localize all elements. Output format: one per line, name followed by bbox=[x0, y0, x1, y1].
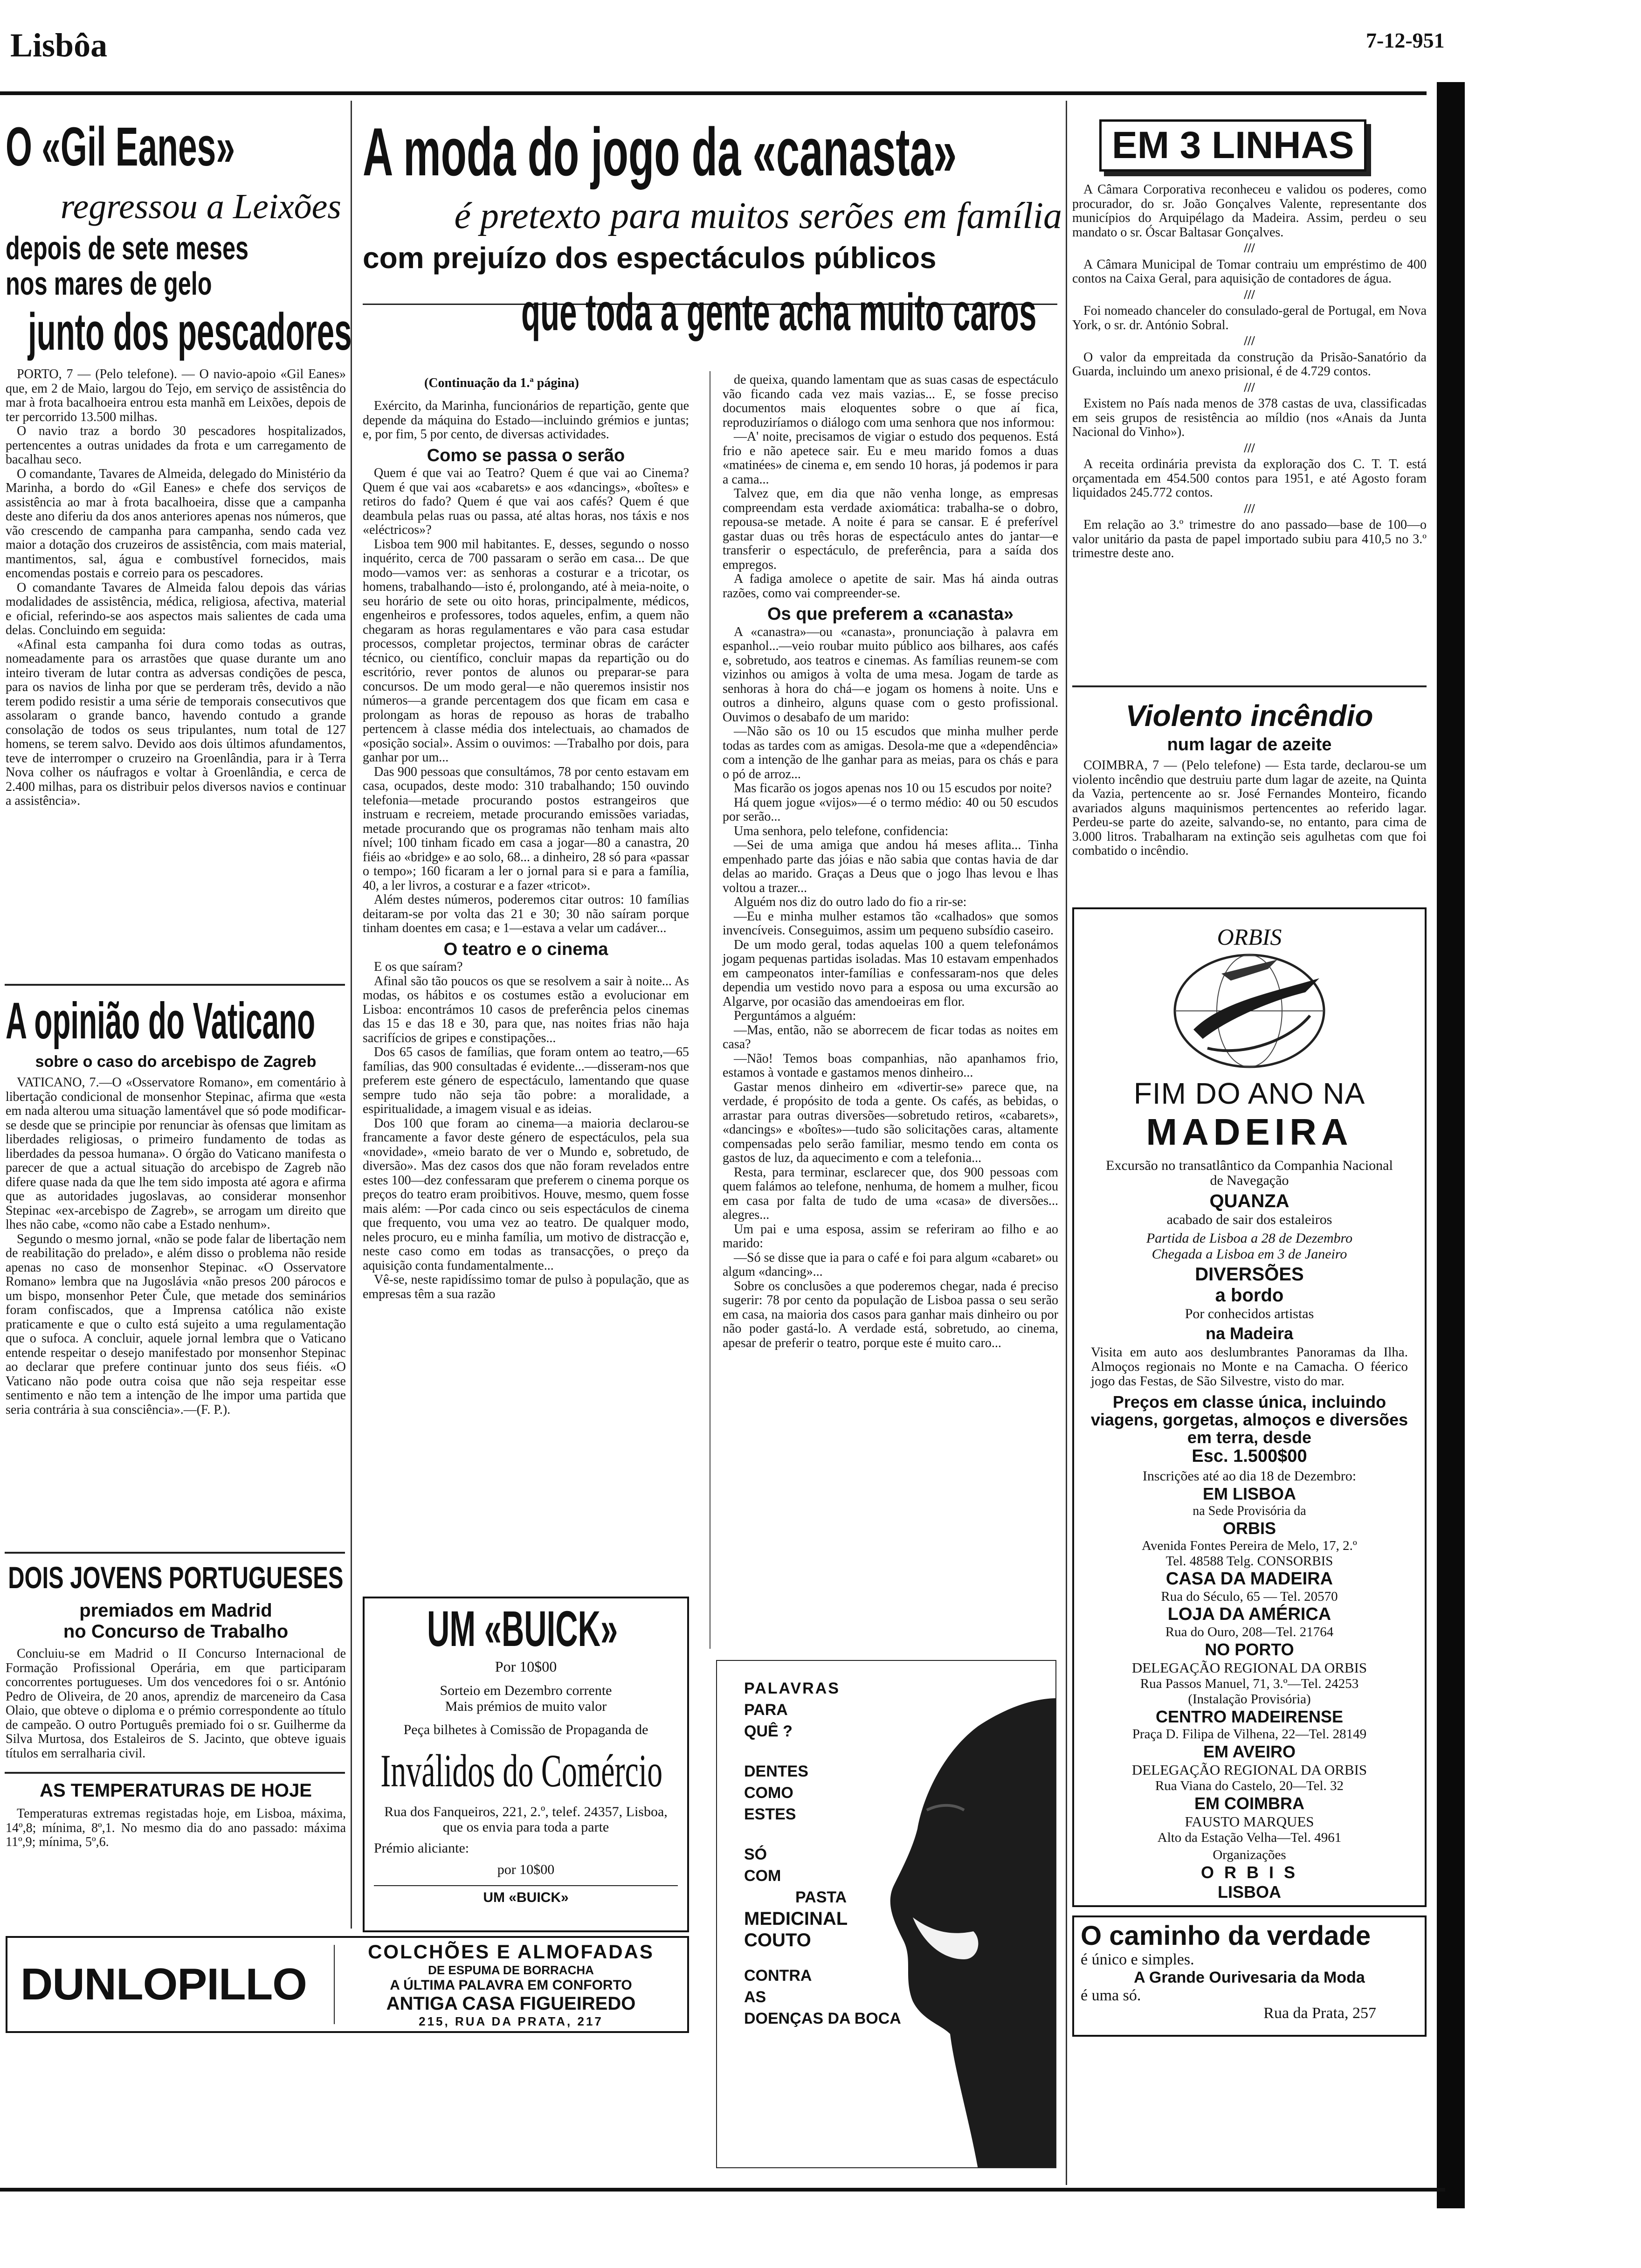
pasta-line: COM bbox=[744, 1867, 781, 1885]
gil-subtitle-1: regressou a Leixões bbox=[60, 187, 341, 226]
orbis-line: Chegada a Lisboa em 3 de Janeiro bbox=[1151, 1246, 1347, 1262]
linhas-section bbox=[1072, 107, 1427, 561]
orbis-heading: FIM DO ANO NA bbox=[1133, 1077, 1365, 1110]
buick-price: Por 10$00 bbox=[495, 1658, 557, 1675]
pasta-line: PALAVRAS bbox=[744, 1680, 840, 1697]
canasta-section-heading: O teatro e o cinema bbox=[443, 939, 608, 959]
pasta-line: COMO bbox=[744, 1784, 793, 1802]
linhas-list bbox=[1072, 183, 1427, 561]
canasta-section-heading: Os que preferem a «canasta» bbox=[767, 604, 1014, 624]
orbis-ship: QUANZA bbox=[1209, 1191, 1289, 1211]
bottom-rule bbox=[0, 2188, 1445, 2192]
jovens-article bbox=[6, 1560, 346, 1761]
caminho-line: é uma só. bbox=[1081, 1987, 1141, 2004]
linhas-separator: /// bbox=[1244, 241, 1255, 256]
vaticano-article bbox=[6, 993, 346, 1417]
linhas-item: A Câmara Corporativa reconheceu e validou os poderes, como procurador, do sr. João Gonçalves Valente, representante dos municípios do Arquipélago da Madeira. Assim, perdeu o seu mandato o sr. Óscar Baltasar Gonçalves. bbox=[1072, 182, 1427, 240]
linhas-item: Existem no País nada menos de 378 castas de uva, classificadas em seis grupos de resistência ao míldio (nos «Anais da Junta Nacional do Vinho»). bbox=[1072, 396, 1427, 439]
linhas-item: A receita ordinária prevista da exploração dos C. T. T. está orçamentada em 454.500 contos para 1951, e até Agosto foram liquidados 245.772 contos. bbox=[1072, 457, 1427, 500]
canasta-paragraph: E os que saíram? bbox=[374, 960, 463, 974]
canasta-paragraph: —Só se disse que ia para o café e foi para algum «cabaret» ou algum «dancing»... bbox=[723, 1250, 1058, 1279]
gil-subtitle-3: nos mares de gelo bbox=[6, 265, 212, 302]
temperaturas-title: AS TEMPERATURAS DE HOJE bbox=[40, 1780, 312, 1801]
buick-line: Mais prémios de muito valor bbox=[445, 1699, 607, 1714]
temperaturas-article bbox=[6, 1780, 346, 1850]
canasta-subtitle-1: é pretexto para muitos serões em família bbox=[454, 195, 1062, 236]
canasta-section-heading: Como se passa o serão bbox=[427, 445, 625, 465]
canasta-paragraph: de queixa, quando lamentam que as suas casas de espectáculo vão ficando cada vez mais vazias... E, se fosse preciso documentos mais eloquentes sobre o que aí fica, reproduziríamos o diálogo com uma senhora que nos informou: bbox=[723, 373, 1058, 430]
gil-paragraph: O comandante Tavares de Almeida falou depois das várias modalidades de assistência, médica, religiosa, afectiva, material e oficial, referindo-se aos aspectos mais salientes de cada uma delas. Concluindo em seguida: bbox=[6, 580, 346, 637]
vaticano-subtitle: sobre o caso do arcebispo de Zagreb bbox=[35, 1053, 317, 1071]
orbis-line: Organizações bbox=[1213, 1847, 1286, 1862]
canasta-paragraph: —Sei de uma amiga que andou há meses aflita... Tinha empenhado parte das jóias e não sabia que contas havia de dar delas ao marido. Graças a Deus que o jogo lhas levou e lhas voltou a trazer... bbox=[723, 838, 1058, 895]
orbis-location: CENTRO MADEIRENSE bbox=[1155, 1707, 1344, 1726]
canasta-paragraph: Exército, da Marinha, funcionários de repartição, gente que depende da máquina do Estado—incluindo grémios e juntas; e, por fim, 5 por cento, de diversas actividades. bbox=[363, 399, 689, 442]
gil-title: O «Gil Eanes» bbox=[6, 116, 235, 178]
pasta-line: ESTES bbox=[744, 1805, 796, 1823]
canasta-paragraph: A «canastra»—ou «canasta», pronunciação à palavra em espanhol...—veio roubar muito público aos bilhares, aos cafés e, sobretudo, aos teatros e cinemas. As famílias reunem-se com vizinhos ou amigos à volta de uma mesa. Jogam de tarde as senhoras à hora do chá—e jogam os homens à noite. Uns e outros a dinheiro, alguns quase com o gesto profissional. Ouvimos o desabafo de um marido: bbox=[723, 624, 1058, 725]
pasta-line: DENTES bbox=[744, 1763, 808, 1780]
right-border-bar bbox=[1437, 82, 1465, 2208]
orbis-line: Rua Passos Manuel, 71, 3.º—Tel. 24253 bbox=[1140, 1676, 1359, 1691]
pasta-line: PASTA bbox=[795, 1888, 847, 1906]
orbis-line: FAUSTO MARQUES bbox=[1185, 1813, 1314, 1830]
canasta-paragraph: Um pai e uma esposa, assim se referiram ao filho e ao marido: bbox=[723, 1222, 1058, 1251]
orbis-location: ORBIS bbox=[1222, 1519, 1276, 1538]
temperaturas-paragraph: Temperaturas extremas registadas hoje, em Lisboa, máxima, 14º,8; mínima, 8º,1. No mesmo dia do ano passado: máxima 11º,9; mínima, 5º,6. bbox=[6, 1806, 346, 1849]
caminho-line: Rua da Prata, 257 bbox=[1263, 2005, 1376, 2022]
canasta-paragraph: Além destes números, poderemos citar outros: 10 famílias deitaram-se por volta das 21 e 30; 30 não saíram porque tinham doentes em casa; e 1—estava a velar um cadáver... bbox=[363, 892, 689, 935]
caminho-title: O caminho da verdade bbox=[1081, 1921, 1371, 1951]
orbis-line: Avenida Fontes Pereira de Melo, 17, 2.º bbox=[1142, 1538, 1357, 1553]
divider bbox=[5, 1772, 345, 1774]
jovens-title: DOIS JOVENS PORTUGUESES bbox=[8, 1560, 344, 1595]
dunlopillo-brand: DUNLOPILLO bbox=[21, 1959, 307, 2009]
linhas-separator: /// bbox=[1244, 501, 1255, 516]
dunlopillo-line: DE ESPUMA DE BORRACHA bbox=[428, 1963, 594, 1977]
caminho-line: A Grande Ourivesaria da Moda bbox=[1134, 1969, 1365, 1986]
jovens-paragraph: Concluiu-se em Madrid o II Concurso Internacional de Formação Profissional Operária, em que participaram concorrentes portugueses. Um dos vencedores foi o sr. António Pedro de Oliveira, de 20 anos, aprendiz de marceneiro da Casa Olaio, que obteve o diploma e o prémio correspondente ao título de campeão. O outro Português premiado foi o sr. Guilherme da Silva Murtosa, dos Estaleiros de S. Jacinto, que obteve iguais títulos em serralharia civil. bbox=[6, 1646, 346, 1761]
incendio-paragraph: COIMBRA, 7 — (Pelo telefone) — Esta tarde, declarou-se um violento incêndio que destruiu parte dum lagar de azeite, na Quinta da Vazia, pertencente ao sr. José Fernandes Monteiro, ficando avariados alguns maquinismos pertencentes ao referido lagar. Perdeu-se parte do azeite, salvando-se, no entanto, para cima de 3.000 litros. Trabalharam na extinção seis agulhetas com que foi combatido o incêndio. bbox=[1072, 758, 1427, 858]
dunlopillo-line: A ÚLTIMA PALAVRA EM CONFORTO bbox=[390, 1977, 632, 1993]
canasta-paragraph: Dos 65 casos de famílias, que foram ontem ao teatro,—65 famílias, das 900 consultadas é evidente...—disseram-nos que preferem este género de espectáculo, lamentando que quase sempre tudo não seja tão pobre: a moralidade, a espiritualidade, a imagem visual e as ideias. bbox=[363, 1045, 689, 1116]
buick-address: Rua dos Fanqueiros, 221, 2.º, telef. 24357, Lisboa, que os envia para toda a parte bbox=[384, 1804, 668, 1835]
orbis-line: Visita em auto aos deslumbrantes Panoramas da Ilha. Almoços regionais no Monte e na Camacha. O féerico jogo das Festas, de São Silvestre, visto do mar. bbox=[1091, 1345, 1408, 1389]
vaticano-title: A opinião do Vaticano bbox=[6, 992, 316, 1050]
orbis-line: Rua do Século, 65 — Tel. 20570 bbox=[1161, 1589, 1338, 1604]
orbis-subheading: DIVERSÕES bbox=[1195, 1264, 1304, 1285]
gil-subtitle-4: junto dos pescadores bbox=[28, 303, 352, 361]
orbis-line: na Sede Provisória da bbox=[1193, 1504, 1306, 1518]
canasta-paragraph: Gastar menos dinheiro em «divertir-se» parece que, na verdade, é propósito de toda a gente. Os cafés, as bebidas, o arrastar para outras diversões—sobretudo retiros, «cabarets», «dancings» e «boîtes»—tudo são solicitações caras, altamente compensadas pelo serão familiar, mesmo tendo em conta os gastos de luz, da aquecimento e com a telefonia... bbox=[723, 1079, 1058, 1165]
buick-title: UM «BUICK» bbox=[427, 1600, 618, 1657]
linhas-title: EM 3 LINHAS bbox=[1099, 119, 1366, 172]
canasta-paragraph: Vê-se, neste rapidíssimo tomar de pulso à população, que as empresas têm a sua razão bbox=[363, 1272, 689, 1301]
canasta-paragraph: Lisboa tem 900 mil habitantes. E, desses, segundo o nosso inquérito, cerca de 700 passaram o serão em casa... De que modo—vamos ver: as senhoras a costurar e a tricotar, os homens, trabalhando—isto é, prolongando, até à meia-noite, o seu horário de sete ou oito horas, principalmente, médicos, engenheiros e professores, todos aqueles, enfim, a quem não chegaram as horas regulamentares e vão para casa estudar processos, completar projectos, terminar obras de carácter técnico, ou científico, concluir mapas da repartição ou do escritório, rever pontos de alunos ou preparar-se para concursos. De um modo geral—e não queremos insistir nos números—a grande percentagem dos que ficam em casa e prolongam as horas de repouso as horas de trabalho pertencem à classe média dos intelectuais, ao chamados de «posição social». Assim o ouvimos: —Trabalho por dois, para ganhar por um... bbox=[363, 537, 689, 765]
canasta-paragraph: —Mas, então, não se aborrecem de ficar todas as noites em casa? bbox=[723, 1023, 1058, 1051]
masthead-city: Lisbôa bbox=[10, 27, 108, 64]
buick-premio: Prémio aliciante: bbox=[374, 1840, 469, 1856]
gil-subtitle-2: depois de sete meses bbox=[6, 230, 249, 266]
gil-article bbox=[6, 116, 352, 809]
canasta-paragraph: De um modo geral, todas aquelas 100 a quem telefonámos jogam pequenas partidas isoladas. Mas 10 estavam empenhados em campeonatos inter-famílias e confessaram-nos que deles dependia um vestido novo para a esposa ou uma excursão ao Algarve, por ocasião das amendoeiras em flor. bbox=[723, 937, 1058, 1009]
canasta-subtitle-3: que toda a gente acha muito caros bbox=[521, 283, 1037, 341]
buick-por: por 10$00 bbox=[497, 1862, 555, 1877]
linhas-item: A Câmara Municipal de Tomar contraiu um empréstimo de 400 contos na Caixa Geral, para aquisição de contadores de água. bbox=[1072, 257, 1427, 286]
vaticano-paragraph: Segundo o mesmo jornal, «não se pode falar de libertação nem de reabilitação do prelado», e além disso o problema não reside apenas no caso de monsenhor Stepinac. «O Osservatore Romano» lembra que na Jugoslávia «não presos 200 párocos e um bispo, monsenhor Peter Čule, que metade dos seminários foram confiscados, que a Imprensa católica não existe praticamente e que o culto está sujeito a uma regulamentação que o sufoca. A concluir, aquele jornal lembra que o Vaticano entende respeitar o desejo manifestado por monsenhor Stepinac ao declarar que prefere continuar junto dos seus fiéis. «O Vaticano não pode outra coisa que não seja respeitar esse sentimento e não tem a intenção de lhe impor uma partida que seria contrária à sua consciência».—(F. P.). bbox=[6, 1231, 346, 1417]
canasta-column-2 bbox=[723, 373, 1058, 1350]
linhas-item: Em relação ao 3.º trimestre do ano passado—base de 100—o valor unitário da pasta de papel importado subiu para 410,5 no 3.º trimestre deste ano. bbox=[1072, 518, 1427, 560]
buick-footer: UM «BUICK» bbox=[374, 1885, 678, 1906]
canasta-paragraph: A fadiga amolece o apetite de sair. Mas há ainda outras razões, como vai compreender-se. bbox=[723, 572, 1058, 601]
canasta-paragraph: —Eu e minha mulher estamos tão «calhados» que somos invencíveis. Conseguimos, assim um pequeno subsídio caseiro. bbox=[723, 909, 1058, 938]
buick-line: Sorteio em Dezembro corrente bbox=[440, 1683, 612, 1698]
divider bbox=[5, 1552, 345, 1554]
pasta-line: CONTRA bbox=[744, 1967, 812, 1984]
orbis-line: Por conhecidos artistas bbox=[1185, 1306, 1314, 1321]
orbis-location: NO PORTO bbox=[1205, 1640, 1294, 1659]
orbis-line: Alto da Estação Velha—Tel. 4961 bbox=[1157, 1830, 1342, 1845]
jovens-subtitle-1: premiados em Madrid bbox=[79, 1600, 272, 1621]
vaticano-paragraph: VATICANO, 7.—O «Osservatore Romano», em comentário à libertação condicional de monsenhor Stepinac, afirma que «esta em nada alterou uma situação lamentável que só pode modificar-se desde que se principie por renunciar às ofensas que limitam as liberdades religiosas, o primeiro fundamento de todas as liberdades da pessoa humana». O órgão do Vaticano manifesta o parecer de que a actual situação do arcebispo de Zagreb não difere quase nada da que lhe tem sido imposta até agora e afirma que as autoridades jugoslavas, ao considerar monsenhor Stepinac «ex-arcebispo de Zagreb», se arrogam um direito que lhes não cabe, «como não cabe a Estado nenhum». bbox=[6, 1075, 346, 1232]
gil-paragraph: O navio traz a bordo 30 pescadores hospitalizados, pertencentes a outras unidades da frota e um carregamento de bacalhau seco. bbox=[6, 424, 346, 467]
linhas-separator: /// bbox=[1244, 380, 1255, 395]
orbis-advertisement bbox=[1072, 907, 1427, 1907]
divider bbox=[1072, 685, 1427, 687]
orbis-line: acabado de sair dos estaleiros bbox=[1166, 1212, 1332, 1227]
pasta-line: QUÊ ? bbox=[744, 1722, 793, 1740]
canasta-subtitle-2: com prejuízo dos espectáculos públicos bbox=[363, 241, 937, 275]
canasta-paragraph: Talvez que, em dia que não venha longe, as empresas compreendam esta verdade axiomática: trabalha-se o dobro, repousa-se metade. A noite é para se cansar. E é preferível gastar duas ou três horas de espectáculo antes do jantar—e transferir o espectáculo, de preferência, para a saída dos empregos. bbox=[723, 486, 1058, 572]
divider bbox=[5, 984, 345, 986]
masthead-date: 7-12-951 bbox=[1366, 28, 1445, 52]
caminho-line: é único e simples. bbox=[1081, 1951, 1194, 1968]
canasta-continuation: (Continuação da 1.ª página) bbox=[424, 376, 579, 390]
orbis-footer: LISBOA bbox=[1217, 1882, 1281, 1902]
incendio-subtitle: num lagar de azeite bbox=[1167, 735, 1332, 754]
orbis-globe-logo bbox=[1151, 918, 1347, 1072]
pasta-line: PARA bbox=[744, 1701, 788, 1719]
canasta-paragraph: —A' noite, precisamos de vigiar o estudo dos pequenos. Está frio e não apetece sair. Eu e meu marido fomos a duas «matinées» de cinema e, em sendo 10 horas, já podemos ir para a cama... bbox=[723, 429, 1058, 487]
orbis-line: Tel. 48588 Telg. CONSORBIS bbox=[1165, 1554, 1333, 1569]
canasta-paragraph: Quem é que vai ao Teatro? Quem é que vai ao Cinema? Quem é que vai aos «cabarets» e aos «dancings», «boîtes» e retiros do fado? Quem é que vai aos cafés? Quem é que deambula pelas ruas ou passa, até altas horas, nos táxis e nos «eléctricos»? bbox=[363, 466, 689, 537]
buick-name: Inválidos do Comércio bbox=[380, 1745, 663, 1797]
canasta-paragraph: Sobre os conclusões a que poderemos chegar, nada é preciso sugerir: 78 por cento da população de Lisboa passa o seu serão em casa, na maioria dos casos para ganhar mais dinheiro ou por não poder gastá-lo. A verdade está, sobretudo, ao cinema, apesar de preferir o teatro, porque este é muito caro... bbox=[723, 1279, 1058, 1350]
buick-advertisement bbox=[363, 1597, 689, 1932]
canasta-paragraph: Há quem jogue «vijos»—é o termo médio: 40 ou 50 escudos por serão... bbox=[723, 795, 1058, 824]
orbis-logo-text: ORBIS bbox=[1217, 924, 1282, 950]
caminho-advertisement bbox=[1072, 1915, 1427, 2037]
column-rule bbox=[1066, 101, 1067, 2185]
orbis-subheading: na Madeira bbox=[1205, 1324, 1294, 1343]
canasta-paragraph: Dos 100 que foram ao cinema—a maioria declarou-se francamente a favor deste género de espectáculos, pela sua «novidade», «meio barato de ver o Mundo e, sobretudo, de diversão». Mas dez casos dos que não foram revelados entre estes 100—dez confessaram que preferem o cinema porque os preços do teatro eram proibitivos. Houve, mesmo, quem fosse mais além: —Por cada cinco ou seis espectáculos de cinema que frequento, vou uma vez ao teatro. De qualquer modo, neles procuro, eu e minha família, um motivo de distracção e, neste caso como em todas as transacções, o preço da aquisição conta fundamentalmente... bbox=[363, 1116, 689, 1273]
buick-line: Peça bilhetes à Comissão de Propaganda de bbox=[403, 1722, 648, 1737]
orbis-line: Rua Viana do Castelo, 20—Tel. 32 bbox=[1155, 1778, 1344, 1793]
canasta-paragraph: —Não! Temos boas companhias, não apanhamos frio, estamos à vontade e gastamos menos dinheiro... bbox=[723, 1051, 1058, 1080]
canasta-paragraph: Alguém nos diz do outro lado do fio a rir-se: bbox=[734, 895, 967, 909]
canasta-column-1 bbox=[363, 399, 689, 1301]
orbis-location: EM COIMBRA bbox=[1194, 1794, 1304, 1813]
orbis-price: Esc. 1.500$00 bbox=[1192, 1446, 1307, 1466]
orbis-line: Praça D. Filipa de Vilhena, 22—Tel. 28149 bbox=[1132, 1727, 1367, 1742]
orbis-line: Partida de Lisboa a 28 de Dezembro bbox=[1146, 1231, 1353, 1246]
gil-paragraph: O comandante, Tavares de Almeida, delegado do Ministério da Marinha, a bordo do «Gil Eanes» e chefe dos serviços de assistência ao mar à frota bacalhoeira, disse que a campanha deste ano diferiu da dos anos anteriores apenas nos números, que vão crescendo de campanha para campanha, sendo cada vez maior a dotação dos cruzeiros de assistência, com mais material, mantimentos, sal, água e combustível fornecidos, mais encomendas postais e correio para os pescadores. bbox=[6, 466, 346, 581]
linhas-separator: /// bbox=[1244, 441, 1255, 456]
linhas-separator: /// bbox=[1244, 287, 1255, 302]
orbis-heading: MADEIRA bbox=[1146, 1111, 1353, 1153]
dunlopillo-line: COLCHÕES E ALMOFADAS bbox=[368, 1940, 654, 1963]
canasta-paragraph: Mas ficarão os jogos apenas nos 10 ou 15 escudos por noite? bbox=[734, 781, 1052, 795]
orbis-line: Inscrições até ao dia 18 de Dezembro: bbox=[1142, 1468, 1357, 1484]
jovens-subtitle-2: no Concurso de Trabalho bbox=[63, 1621, 289, 1642]
gil-paragraph: «Afinal esta campanha foi dura como todas as outras, nomeadamente para os arrastões que quase durante um ano inteiro tiveram de lutar contra as adversas condições de pesca, para os navios de linha por que se perderam três, devido a não terem podido resistir a uma série de temporais consecutivos que assolaram o grande banco, havendo contudo a grande consolação de todos os seus tripulantes, num total de 127 homens, se terem salvo. Devido aos dois últimos afundamentos, teve de interromper o cruzeiro na Groenlândia, para ir à Terra Nova colher os náufragos e voltar à Groenlândia, e cerca de 2.400 milhas, para os distribuir pelos diversos navios e continuar a assistência». bbox=[6, 637, 346, 808]
dunlopillo-line: ANTIGA CASA FIGUEIREDO bbox=[386, 1993, 636, 2014]
orbis-prices: Preços em classe única, incluindo viagens, gorgetas, almoços e diversões em terra, desde bbox=[1090, 1392, 1408, 1447]
column-rule bbox=[351, 101, 352, 1929]
pasta-line: COUTO bbox=[744, 1930, 811, 1950]
dunlopillo-line: 215, RUA DA PRATA, 217 bbox=[419, 2014, 603, 2028]
gil-paragraph: PORTO, 7 — (Pelo telefone). — O navio-apoio «Gil Eanes» que, em 2 de Maio, largou do Tejo, em serviço de assistência do mar à frota bacalhoeira entrou esta manhã em Leixões, depois de ter percorrido 13.500 milhas. bbox=[6, 367, 346, 424]
orbis-location: EM LISBOA bbox=[1202, 1484, 1296, 1503]
orbis-footer: O R B I S bbox=[1200, 1863, 1298, 1882]
linhas-separator: /// bbox=[1244, 334, 1255, 348]
top-rule bbox=[0, 91, 1427, 95]
canasta-paragraph: Perguntámos a alguém: bbox=[734, 1009, 856, 1023]
linhas-item: O valor da empreitada da construção da Prisão-Sanatório da Guarda, incluindo um anexo prisional, é de 4.729 contos. bbox=[1072, 350, 1427, 379]
pasta-line: AS bbox=[744, 1988, 766, 2006]
dunlopillo-advertisement bbox=[6, 1936, 689, 2033]
canasta-paragraph: Uma senhora, pelo telefone, confidencia: bbox=[734, 823, 949, 838]
pasta-couto-advertisement bbox=[716, 1660, 1056, 2168]
canasta-headline bbox=[363, 115, 1062, 341]
canasta-paragraph: Afinal são tão poucos os que se resolvem a sair à noite... As modas, os hábitos e os costumes estão a evolucionar em Lisboa: encontrámos 10 casos de preferência pelos cinemas das 15 e das 18 e 30, para que, nas noites frias não haja sacrifícios de gripes e constipações... bbox=[363, 974, 689, 1045]
orbis-line: DELEGAÇÃO REGIONAL DA ORBIS bbox=[1131, 1660, 1367, 1676]
incendio-article bbox=[1072, 699, 1427, 858]
orbis-location: EM AVEIRO bbox=[1203, 1742, 1296, 1761]
smiling-face-illustration bbox=[885, 1698, 1056, 2168]
orbis-subheading: a bordo bbox=[1215, 1285, 1284, 1306]
orbis-line: (Instalação Provisória) bbox=[1188, 1692, 1311, 1707]
canasta-paragraph: Das 900 pessoas que consultámos, 78 por cento estavam em casa, ocupados, deste modo: 310 trabalhando; 150 ouvindo telefonia—metade procurando postos estrangeiros que instruam e recreiem, metade procurando emissões variadas, metade procurando que os programas não tenham mais alto nível; 100 tinham ficado em casa a jogar—80 a canastra, 20 fiéis ao «bridge» e ao solo, 68... a dinheiro, 28 só para «passar o tempo»; 160 ficaram a ler o jornal para si e para a família, 40, a ler livros, a costurar e a fazer «tricot». bbox=[363, 764, 689, 893]
canasta-paragraph: Resta, para terminar, esclarecer que, dos 900 pessoas com quem falámos ao telefone, nenhuma, de homem a mulher, ficou em casa por falta de tudo de uma «casa» de diversões... alegres... bbox=[723, 1165, 1058, 1222]
incendio-title: Violento incêndio bbox=[1125, 699, 1373, 733]
linhas-item: Foi nomeado chanceler do consulado-geral de Portugal, em Nova York, o sr. dr. António Sobral. bbox=[1072, 304, 1427, 332]
orbis-line: Excursão no transatlântico da Companhia Nacional de Navegação bbox=[1106, 1158, 1393, 1188]
canasta-title: A moda do jogo da «canasta» bbox=[363, 114, 957, 190]
canasta-paragraph: —Não são os 10 ou 15 escudos que minha mulher perde todas as tardes com as amigas. Desola-me que a «dependência» com a intenção de lhe ganhar para as meias, para os chás e para o pó de arroz... bbox=[723, 724, 1058, 781]
pasta-line: SÓ bbox=[744, 1846, 767, 1863]
orbis-line: DELEGAÇÃO REGIONAL DA ORBIS bbox=[1131, 1762, 1367, 1778]
pasta-line: MEDICINAL bbox=[744, 1908, 848, 1929]
orbis-location: CASA DA MADEIRA bbox=[1165, 1569, 1333, 1589]
orbis-line: Rua do Ouro, 208—Tel. 21764 bbox=[1165, 1625, 1334, 1639]
pasta-line: DOENÇAS DA BOCA bbox=[744, 2010, 901, 2027]
orbis-location: LOJA DA AMÉRICA bbox=[1167, 1604, 1331, 1624]
